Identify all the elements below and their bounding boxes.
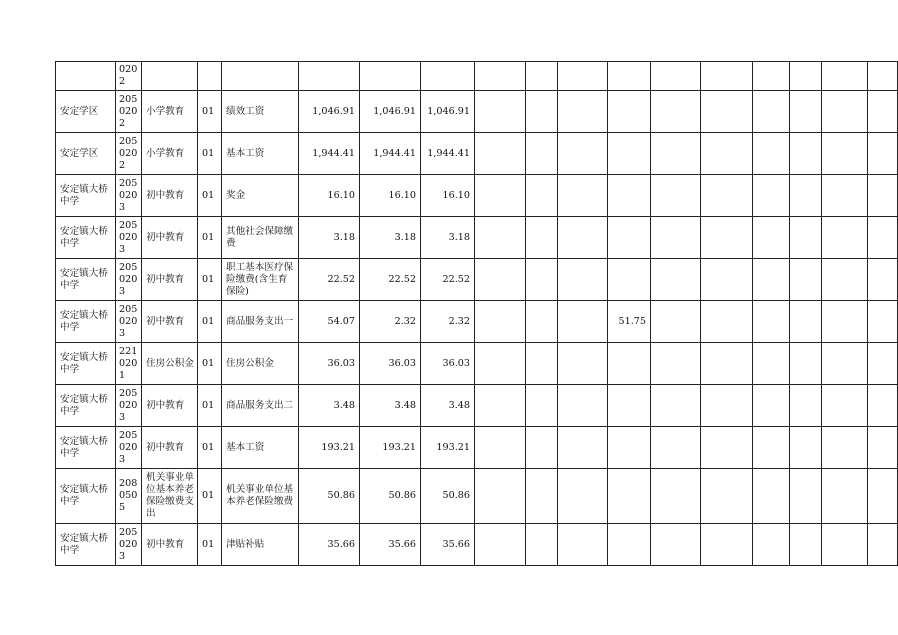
other-fund-cell xyxy=(608,259,651,301)
empty-cell xyxy=(475,385,526,427)
empty-cell xyxy=(701,301,753,343)
basic-cell: 35.66 xyxy=(421,524,475,566)
empty-cell xyxy=(526,133,558,175)
basic-cell: 1,944.41 xyxy=(421,133,475,175)
econ-code-cell: 01 xyxy=(198,524,222,566)
unit-cell: 安定镇大桥中学 xyxy=(56,175,116,217)
econ-code-cell: 01 xyxy=(198,133,222,175)
empty-cell xyxy=(868,217,898,259)
category-cell: 小学教育 xyxy=(142,91,198,133)
code-cell: 2210201 xyxy=(116,343,142,385)
category-cell: 小学教育 xyxy=(142,133,198,175)
table-row xyxy=(56,259,898,301)
basic-cell: 50.86 xyxy=(421,469,475,524)
empty-cell xyxy=(526,259,558,301)
empty-cell xyxy=(558,259,608,301)
code-cell: 2050203 xyxy=(116,301,142,343)
empty-cell xyxy=(651,301,701,343)
total-cell: 35.66 xyxy=(299,524,360,566)
empty-cell xyxy=(475,91,526,133)
item-cell: 绩效工资 xyxy=(222,91,299,133)
empty-cell xyxy=(822,62,868,91)
empty-cell xyxy=(475,175,526,217)
econ-code-cell: 01 xyxy=(198,427,222,469)
empty-cell xyxy=(822,524,868,566)
empty-cell xyxy=(753,385,790,427)
empty-cell xyxy=(822,259,868,301)
basic-cell xyxy=(421,62,475,91)
item-cell: 商品服务支出一 xyxy=(222,301,299,343)
budget-table xyxy=(55,61,898,566)
subtotal-cell: 1,944.41 xyxy=(360,133,421,175)
basic-cell: 22.52 xyxy=(421,259,475,301)
empty-cell xyxy=(868,343,898,385)
empty-cell xyxy=(651,175,701,217)
code-cell: 2050203 xyxy=(116,259,142,301)
category-cell: 初中教育 xyxy=(142,524,198,566)
other-fund-cell xyxy=(608,385,651,427)
other-fund-cell: 51.75 xyxy=(608,301,651,343)
code-cell: 2050203 xyxy=(116,175,142,217)
unit-cell: 安定镇大桥中学 xyxy=(56,469,116,524)
other-fund-cell xyxy=(608,133,651,175)
item-cell: 职工基本医疗保险缴费(含生育保险) xyxy=(222,259,299,301)
other-fund-cell xyxy=(608,524,651,566)
unit-cell: 安定镇大桥中学 xyxy=(56,427,116,469)
basic-cell: 3.48 xyxy=(421,385,475,427)
empty-cell xyxy=(822,217,868,259)
item-cell: 津贴补贴 xyxy=(222,524,299,566)
empty-cell xyxy=(790,91,822,133)
basic-cell: 16.10 xyxy=(421,175,475,217)
empty-cell xyxy=(558,524,608,566)
empty-cell xyxy=(790,524,822,566)
empty-cell xyxy=(558,133,608,175)
empty-cell xyxy=(868,175,898,217)
empty-cell xyxy=(790,133,822,175)
empty-cell xyxy=(651,427,701,469)
empty-cell xyxy=(701,259,753,301)
unit-cell: 安定学区 xyxy=(56,133,116,175)
empty-cell xyxy=(651,133,701,175)
item-cell: 基本工资 xyxy=(222,427,299,469)
econ-code-cell xyxy=(198,62,222,91)
category-cell xyxy=(142,62,198,91)
other-fund-cell xyxy=(608,91,651,133)
subtotal-cell: 3.48 xyxy=(360,385,421,427)
empty-cell xyxy=(822,427,868,469)
unit-cell: 安定镇大桥中学 xyxy=(56,217,116,259)
empty-cell xyxy=(558,343,608,385)
empty-cell xyxy=(558,175,608,217)
empty-cell xyxy=(753,217,790,259)
subtotal-cell: 35.66 xyxy=(360,524,421,566)
total-cell: 193.21 xyxy=(299,427,360,469)
table-row xyxy=(56,91,898,133)
empty-cell xyxy=(753,427,790,469)
empty-cell xyxy=(753,469,790,524)
empty-cell xyxy=(475,343,526,385)
empty-cell xyxy=(822,175,868,217)
empty-cell xyxy=(868,385,898,427)
code-cell: 2050203 xyxy=(116,524,142,566)
empty-cell xyxy=(790,343,822,385)
empty-cell xyxy=(868,91,898,133)
table-row xyxy=(56,301,898,343)
table-row xyxy=(56,427,898,469)
empty-cell xyxy=(651,343,701,385)
basic-cell: 193.21 xyxy=(421,427,475,469)
empty-cell xyxy=(526,175,558,217)
empty-cell xyxy=(558,91,608,133)
empty-cell xyxy=(753,62,790,91)
econ-code-cell: 01 xyxy=(198,217,222,259)
empty-cell xyxy=(558,385,608,427)
empty-cell xyxy=(822,343,868,385)
empty-cell xyxy=(651,524,701,566)
unit-cell: 安定学区 xyxy=(56,91,116,133)
total-cell: 50.86 xyxy=(299,469,360,524)
empty-cell xyxy=(753,524,790,566)
empty-cell xyxy=(753,91,790,133)
empty-cell xyxy=(475,62,526,91)
empty-cell xyxy=(868,62,898,91)
category-cell: 初中教育 xyxy=(142,385,198,427)
table-row xyxy=(56,217,898,259)
empty-cell xyxy=(701,343,753,385)
empty-cell xyxy=(701,217,753,259)
other-fund-cell xyxy=(608,175,651,217)
total-cell: 3.48 xyxy=(299,385,360,427)
econ-code-cell: 01 xyxy=(198,91,222,133)
empty-cell xyxy=(475,427,526,469)
empty-cell xyxy=(701,91,753,133)
empty-cell xyxy=(526,62,558,91)
total-cell: 54.07 xyxy=(299,301,360,343)
table-row xyxy=(56,133,898,175)
code-cell: 0202 xyxy=(116,62,142,91)
empty-cell xyxy=(753,301,790,343)
empty-cell xyxy=(822,469,868,524)
category-cell: 初中教育 xyxy=(142,217,198,259)
empty-cell xyxy=(790,62,822,91)
category-cell: 住房公积金 xyxy=(142,343,198,385)
table-row xyxy=(56,175,898,217)
empty-cell xyxy=(868,427,898,469)
basic-cell: 2.32 xyxy=(421,301,475,343)
empty-cell xyxy=(526,524,558,566)
category-cell: 机关事业单位基本养老保险缴费支出 xyxy=(142,469,198,524)
empty-cell xyxy=(790,385,822,427)
empty-cell xyxy=(790,175,822,217)
total-cell: 3.18 xyxy=(299,217,360,259)
item-cell: 其他社会保障缴费 xyxy=(222,217,299,259)
unit-cell: 安定镇大桥中学 xyxy=(56,385,116,427)
empty-cell xyxy=(526,385,558,427)
subtotal-cell: 36.03 xyxy=(360,343,421,385)
unit-cell: 安定镇大桥中学 xyxy=(56,259,116,301)
subtotal-cell: 16.10 xyxy=(360,175,421,217)
total-cell: 22.52 xyxy=(299,259,360,301)
econ-code-cell: 01 xyxy=(198,175,222,217)
empty-cell xyxy=(790,259,822,301)
subtotal-cell: 22.52 xyxy=(360,259,421,301)
subtotal-cell: 3.18 xyxy=(360,217,421,259)
other-fund-cell xyxy=(608,62,651,91)
empty-cell xyxy=(558,301,608,343)
empty-cell xyxy=(651,91,701,133)
empty-cell xyxy=(868,301,898,343)
item-cell: 机关事业单位基本养老保险缴费 xyxy=(222,469,299,524)
item-cell: 基本工资 xyxy=(222,133,299,175)
empty-cell xyxy=(868,469,898,524)
empty-cell xyxy=(753,133,790,175)
empty-cell xyxy=(701,175,753,217)
table-row xyxy=(56,469,898,524)
unit-cell: 安定镇大桥中学 xyxy=(56,301,116,343)
empty-cell xyxy=(822,91,868,133)
empty-cell xyxy=(822,301,868,343)
econ-code-cell: 01 xyxy=(198,469,222,524)
empty-cell xyxy=(701,133,753,175)
item-cell: 商品服务支出二 xyxy=(222,385,299,427)
subtotal-cell: 193.21 xyxy=(360,427,421,469)
empty-cell xyxy=(701,469,753,524)
empty-cell xyxy=(475,217,526,259)
empty-cell xyxy=(651,259,701,301)
table-row xyxy=(56,385,898,427)
empty-cell xyxy=(651,469,701,524)
empty-cell xyxy=(558,469,608,524)
empty-cell xyxy=(868,524,898,566)
empty-cell xyxy=(701,427,753,469)
code-cell: 2050202 xyxy=(116,91,142,133)
empty-cell xyxy=(526,469,558,524)
code-cell: 2050203 xyxy=(116,427,142,469)
empty-cell xyxy=(526,91,558,133)
subtotal-cell: 1,046.91 xyxy=(360,91,421,133)
empty-cell xyxy=(790,427,822,469)
empty-cell xyxy=(475,524,526,566)
code-cell: 2080505 xyxy=(116,469,142,524)
empty-cell xyxy=(868,259,898,301)
table-row xyxy=(56,62,898,91)
category-cell: 初中教育 xyxy=(142,301,198,343)
empty-cell xyxy=(558,217,608,259)
empty-cell xyxy=(868,133,898,175)
basic-cell: 36.03 xyxy=(421,343,475,385)
total-cell: 1,944.41 xyxy=(299,133,360,175)
empty-cell xyxy=(753,259,790,301)
empty-cell xyxy=(701,385,753,427)
subtotal-cell: 2.32 xyxy=(360,301,421,343)
unit-cell xyxy=(56,62,116,91)
unit-cell: 安定镇大桥中学 xyxy=(56,524,116,566)
empty-cell xyxy=(651,62,701,91)
other-fund-cell xyxy=(608,469,651,524)
table-row xyxy=(56,343,898,385)
empty-cell xyxy=(558,62,608,91)
subtotal-cell: 50.86 xyxy=(360,469,421,524)
empty-cell xyxy=(651,385,701,427)
other-fund-cell xyxy=(608,217,651,259)
empty-cell xyxy=(822,133,868,175)
empty-cell xyxy=(526,427,558,469)
empty-cell xyxy=(475,259,526,301)
total-cell: 1,046.91 xyxy=(299,91,360,133)
other-fund-cell xyxy=(608,427,651,469)
econ-code-cell: 01 xyxy=(198,301,222,343)
code-cell: 2050202 xyxy=(116,133,142,175)
basic-cell: 1,046.91 xyxy=(421,91,475,133)
empty-cell xyxy=(475,469,526,524)
total-cell: 16.10 xyxy=(299,175,360,217)
empty-cell xyxy=(651,217,701,259)
empty-cell xyxy=(790,301,822,343)
total-cell xyxy=(299,62,360,91)
other-fund-cell xyxy=(608,343,651,385)
empty-cell xyxy=(526,343,558,385)
empty-cell xyxy=(790,469,822,524)
empty-cell xyxy=(558,427,608,469)
category-cell: 初中教育 xyxy=(142,427,198,469)
empty-cell xyxy=(753,343,790,385)
econ-code-cell: 01 xyxy=(198,259,222,301)
item-cell: 住房公积金 xyxy=(222,343,299,385)
empty-cell xyxy=(475,133,526,175)
table-row xyxy=(56,524,898,566)
empty-cell xyxy=(701,62,753,91)
category-cell: 初中教育 xyxy=(142,175,198,217)
unit-cell: 安定镇大桥中学 xyxy=(56,343,116,385)
empty-cell xyxy=(790,217,822,259)
empty-cell xyxy=(526,217,558,259)
empty-cell xyxy=(701,524,753,566)
total-cell: 36.03 xyxy=(299,343,360,385)
econ-code-cell: 01 xyxy=(198,343,222,385)
empty-cell xyxy=(753,175,790,217)
category-cell: 初中教育 xyxy=(142,259,198,301)
item-cell: 奖金 xyxy=(222,175,299,217)
code-cell: 2050203 xyxy=(116,385,142,427)
empty-cell xyxy=(475,301,526,343)
econ-code-cell: 01 xyxy=(198,385,222,427)
basic-cell: 3.18 xyxy=(421,217,475,259)
empty-cell xyxy=(822,385,868,427)
empty-cell xyxy=(526,301,558,343)
item-cell xyxy=(222,62,299,91)
subtotal-cell xyxy=(360,62,421,91)
code-cell: 2050203 xyxy=(116,217,142,259)
